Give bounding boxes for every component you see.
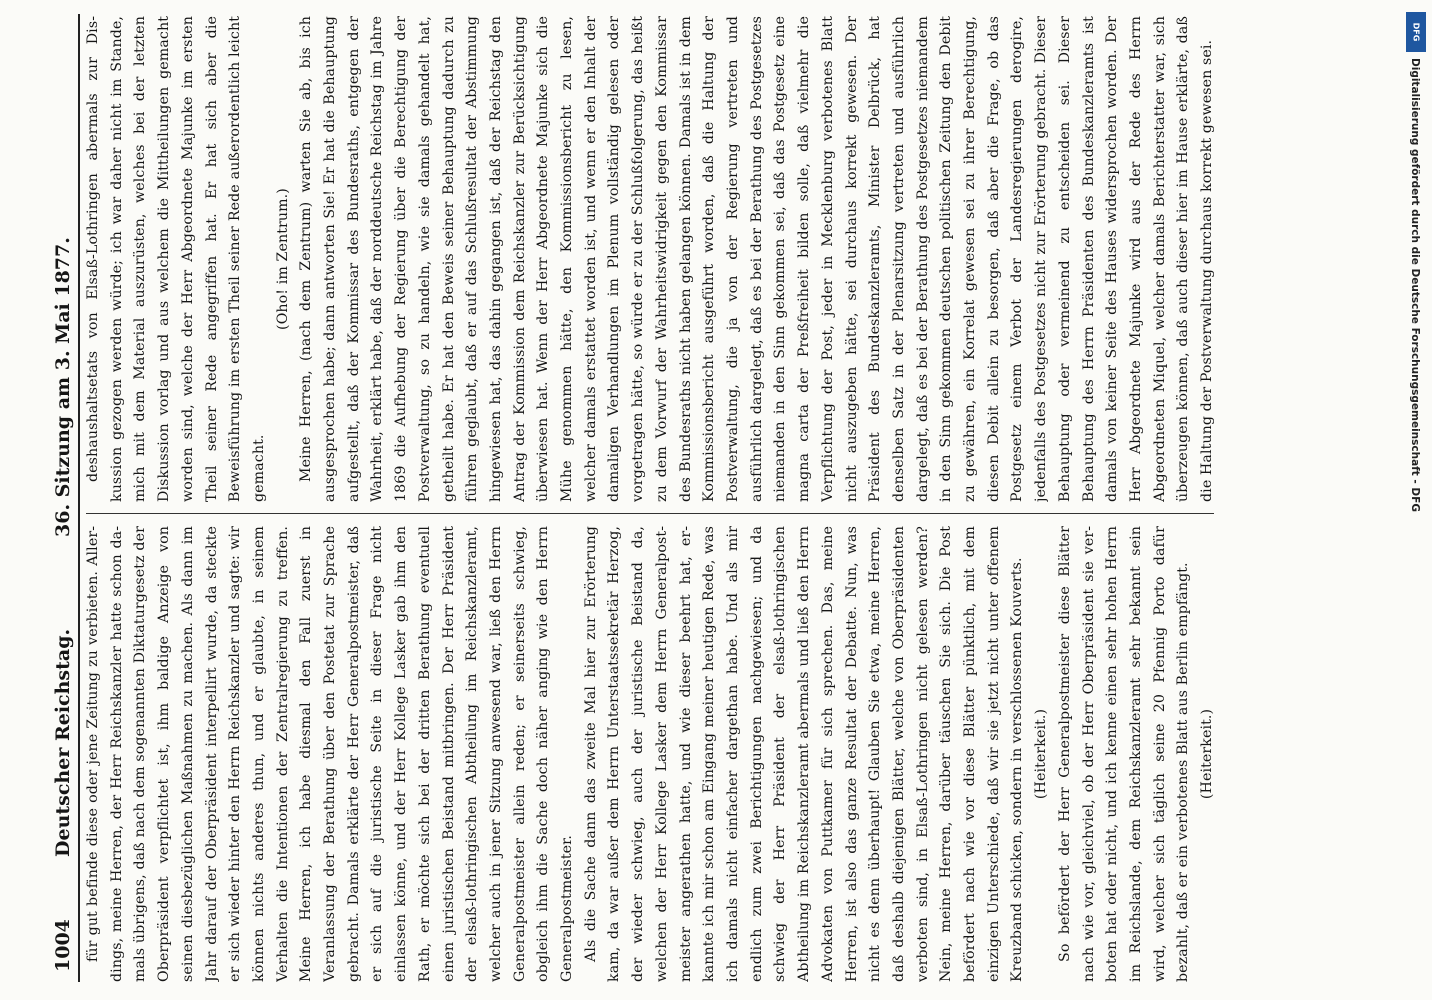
stage-direction: (Heiterkeit.)	[1199, 708, 1216, 800]
dfg-logo-text: DFG	[1411, 22, 1421, 42]
stage-direction: (Oho! im Zentrum.)	[274, 188, 291, 330]
publication-title: Deutscher Reichstag.	[52, 628, 74, 857]
digitization-sidebar	[1404, 8, 1428, 992]
paragraph: für gut befinde diese oder jene Zeitung zu verbieten. Allerdings, meine Herren, der Herr Reichskanzler hatte schon damals übrigens, daß nach dem sogenannten Diktaturgesetz der Oberpräsident verpflichtet ist, ihm baldige Anzeige von seinen diesbezüglichen Maßnahmen zu machen. Als dann im Jahr darauf der Oberpräsident interpellirt wurde, da steckte er sich wieder hinter den Herrn Reichskanzler und sagte: wir können nichts anderes thun, und er glaubte, in seinem Verhalten die Intentionen der Zentralregierung zu treffen. Meine Herren, ich habe diesmal den Fall zuerst in Veranlassung der Berathung über den Postetat zur Sprache gebracht. Damals erklärte der Herr Generalpostmeister, daß er sich auf die juristische Seite in dieser Frage nicht einlassen könne, und der Herr Kollege Lasker gab ihm den Rath, er möchte sich bei der dritten Berathung eventuell einen juristischen Beistand mitbringen. Der Herr Präsident der elsaß-lothringischen Abtheilung im Reichskanzleramt, welcher auch in jener Sitzung anwesend war, ließ den Herrn Generalpostmeister allein reden; er seinerseits schwieg, obgleich ihm die Sache doch näher anging wie den Herrn Generalpostmeister.	[85, 526, 576, 982]
page-header	[48, 14, 80, 982]
column-divider	[86, 513, 1214, 514]
text-column-right	[82, 16, 1222, 502]
paragraph	[1220, 526, 1222, 982]
digitization-note: Digitalisierung gefördert durch die Deutsche Forschungsgemeinschaft - DFG	[1409, 58, 1421, 512]
session-heading: 36. Sitzung am 3. Mai 1877.	[52, 237, 74, 537]
paragraph: Meine Herren, (nach dem Zentrum) warten Sie ab, bis ich ausgesprochen habe; dann antworten Sie! Er hat die Behauptung aufgestellt, daß der Kommissar des Bundesraths, entgegen der Wahrheit, erklärt habe, daß der norddeutsche Reichstag im Jahre 1869 die Aufhebung der Regierung über die Berechtigung der Postverwaltung, so zu handeln, wie sie damals gehandelt hat, getheilt habe. Er hat den Beweis seiner Behauptung dadurch zu führen geglaubt, daß er auf das Schlußresultat der Abstimmung hingewiesen hat, das dahin gegangen ist, daß der Reichstag den Antrag der Kommission dem Reichskanzler zur Berücksichtigung überwiesen hat. Wenn der Herr Abgeordnete Majunke sich die Mühe genommen hätte, den Kommissionsbericht zu lesen, welcher damals erstattet worden ist, und wenn er den Inhalt der damaligen Verhandlungen im Plenum vollständig gelesen oder vorgetragen hätte, so würde er zu der Schlußfolgerung, das heißt zu dem Vorwurf der Wahrheitswidrigkeit gegen den Kommissar des Bundesraths nicht haben gelangen können. Damals ist in dem Kommissionsbericht ausgeführt worden, daß die Haltung der Postverwaltung, die ja von der Regierung vertreten und ausführlich dargelegt, daß es bei der Berathung des Postgesetzes niemanden in den Sinn gekommen sei, daß das Postgesetz eine magna carta der Preßfreiheit bilden solle, daß vielmehr die Verpflichtung der Post, jeder in Mecklenburg verbotenes Blatt nicht auszugeben hätte, sei durchaus korrekt gewesen. Der Präsident des Bundeskanzleramts, Minister Delbrück, hat denselben Satz in der Plenarsitzung vertreten und ausführlich dargelegt, daß es bei der Berathung des Postgesetzes niemandem in den Sinn gekommen deutschen politischen Zeitung den Debit zu gewähren, ein Korrelat gewesen sei zu ihrer Berechtigung, diesen Debit allein zu besorgen, daß aber die Frage, ob das Postgesetz einem Verbot der Landesregierungen derogire, jedenfalls des Postgesetzes nicht zur Erörterung gebracht. Dieser Behauptung oder vermeinend zu entscheiden sei. Dieser Behauptung des Herrn Präsidenten des Bundeskanzleramts ist damals von keiner Seite des Hauses widersprochen worden. Der Herr Abgeordnete Majunke wird aus der Rede des Herrn Abgeordneten Miquel, welcher damals Berichterstatter war, sich überzeugen können, daß auch dieser hier im Hause erklärte, daß die Haltung der Postverwaltung durchaus korrekt gewesen sei.	[298, 16, 1216, 502]
paragraph: deshaushaltsetats von Elsaß-Lothringen abermals zur Diskussion gezogen werden würde; ich war daher nicht im Stande, mich mit dem Material auszurüsten, welches bei der letzten Diskussion vorlag und aus welchem die Mittheilungen gemacht worden sind, welche der Herr Abgeordnete Majunke im ersten Theil seiner Rede angegriffen hat. Er hat sich aber die Beweisführung im ersten Theil seiner Rede außerordentlich leicht gemacht.	[85, 16, 267, 502]
text-column-left	[82, 526, 1222, 982]
page-number: 1004	[52, 919, 74, 972]
dfg-logo	[1406, 12, 1426, 52]
paragraph: Als die Sache dann das zweite Mal hier zur Erörterung kam, da war außer dem Herrn Unterstaatssekretär Herzog, der wieder schwieg, auch der juristische Beistand da, welchen der Herr Kollege Lasker dem Herrn Generalpostmeister angerathen hatte, und wie dieser beehrt hat, erkannte ich mir schon am Eingang meiner heutigen Rede, was ich damals nicht einfacher dargethan habe. Und als mir endlich zum zwei Berichtigungen nachgewiesen; und da schwieg der Herr Präsident der elsaß-lothringischen Abtheilung im Reichskanzleramt abermals und ließ den Herrn Advokaten von Puttkamer für sich sprechen. Das, meine Herren, ist also das ganze Resultat der Debatte. Nun, was nicht es denn überhaupt! Glauben Sie etwa, meine Herren, daß deshalb diejenigen Blätter, welche von Oberpräsidenten verboten sind, in Elsaß-Lothringen nicht gelesen werden? Nein, meine Herren, darüber täuschen Sie sich. Die Post befördert nach wie vor diese Blätter pünktlich, mit dem einzigen Unterschiede, daß wir sie jetzt nicht unter offenem Kreuzband schicken, sondern in verschlossenen Kouverts.	[582, 526, 1026, 982]
stage-direction: (Heiterkeit.)	[1033, 708, 1050, 800]
paragraph: So befördert der Herr Generalpostmeister diese Blätter nach wie vor, gleichviel, ob der Herr Oberpräsident sie verboten hat oder nicht, und ich kenne einen sehr hohen Herrn im Reichslande, dem Reichskanzleramt sehr bekannt sein wird, welcher sich täglich seine 20 Pfennig Porto dafür bezahlt, daß er ein verbotenes Blatt aus Berlin empfängt.	[1056, 526, 1192, 982]
paragraph	[1220, 16, 1222, 502]
